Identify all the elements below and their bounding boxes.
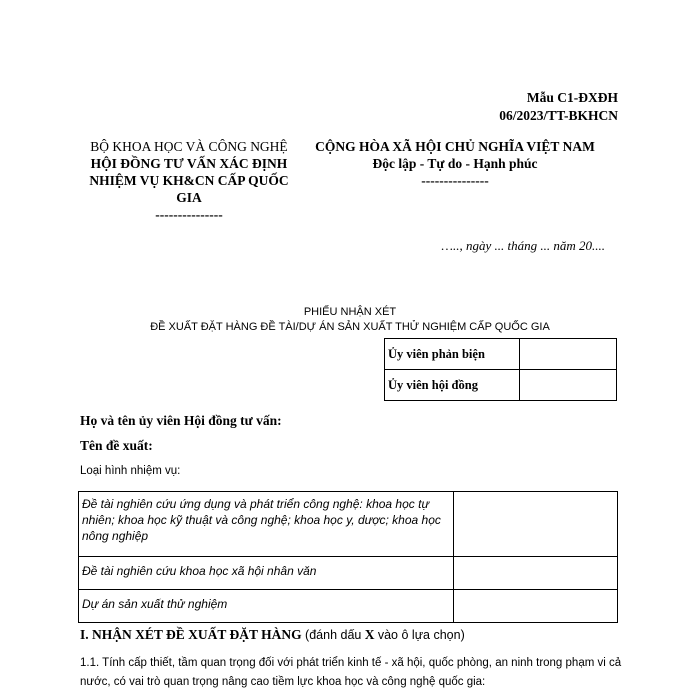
national-divider: ---------------	[421, 173, 489, 188]
ministry-name: BỘ KHOA HỌC VÀ CÔNG NGHỆ	[90, 139, 288, 154]
issuer-header	[75, 138, 303, 223]
form-code	[499, 89, 618, 125]
table-row	[79, 557, 618, 590]
role-label-member: Ủy viên hội đồng	[385, 370, 520, 401]
section-1-title: I. NHẬN XÉT ĐỀ XUẤT ĐẶT HÀNG	[80, 627, 302, 642]
table-row	[385, 370, 617, 401]
national-motto: Độc lập - Tự do - Hạnh phúc	[372, 156, 538, 171]
council-name-line3: GIA	[176, 190, 202, 205]
section-1-note-before: (đánh dấu	[305, 628, 362, 642]
reviewer-role-table	[384, 338, 617, 401]
task-type-label: Loại hình nhiệm vụ:	[80, 465, 181, 477]
task-type-table	[78, 491, 618, 623]
task-type-checkbox-social-science[interactable]	[454, 557, 618, 590]
task-type-social-science: Đề tài nghiên cứu khoa học xã hội nhân văn	[79, 557, 454, 590]
issuer-divider: ---------------	[155, 207, 223, 222]
form-code-line1: Mẫu C1-ĐXĐH	[526, 90, 618, 105]
document-title	[0, 305, 700, 335]
task-type-checkbox-pilot-production[interactable]	[454, 590, 618, 623]
section-1-heading	[80, 627, 465, 643]
council-name-line2: NHIỆM VỤ KH&CN CẤP QUỐC	[89, 173, 289, 188]
task-type-applied-research: Đề tài nghiên cứu ứng dụng và phát triển công nghệ: khoa học tự nhiên; khoa học kỹ thuật và công nghệ; khoa học y, dược; khoa học nông nghiệp	[79, 492, 454, 557]
adviser-name-label: Họ và tên ủy viên Hội đồng tư vấn:	[80, 413, 282, 428]
role-label-reviewer: Ủy viên phản biện	[385, 339, 520, 370]
task-type-checkbox-applied-research[interactable]	[454, 492, 618, 557]
task-type-pilot-production: Dự án sản xuất thử nghiệm	[79, 590, 454, 623]
section-1-note-after: vào ô lựa chọn)	[377, 628, 465, 642]
table-row	[79, 492, 618, 557]
council-name-line1: HỘI ĐỒNG TƯ VẤN XÁC ĐỊNH	[90, 156, 288, 171]
document-title-line2: ĐỀ XUẤT ĐẶT HÀNG ĐỀ TÀI/DỰ ÁN SẢN XUẤT THỬ NGHIỆM CẤP QUỐC GIA	[150, 321, 550, 333]
criterion-1-1: 1.1. Tính cấp thiết, tầm quan trọng đối với phát triển kinh tế - xã hội, quốc phòng, an ninh trong phạm vi cả nước, có vai trò quan trọng nâng cao tiềm lực khoa học và công nghệ quốc gia:	[80, 657, 622, 688]
role-checkbox-member[interactable]	[520, 370, 617, 401]
table-row	[79, 590, 618, 623]
form-code-line2: 06/2023/TT-BKHCN	[499, 108, 618, 123]
table-row	[385, 339, 617, 370]
national-header	[300, 138, 610, 189]
role-checkbox-reviewer[interactable]	[520, 339, 617, 370]
proposal-name-label: Tên đề xuất:	[80, 438, 153, 453]
date-line: ….., ngày ... tháng ... năm 20....	[441, 238, 605, 253]
country-name: CỘNG HÒA XÃ HỘI CHỦ NGHĨA VIỆT NAM	[315, 139, 595, 154]
section-1-note-mark: X	[364, 627, 375, 642]
document-title-line1: PHIẾU NHẬN XÉT	[303, 306, 397, 318]
